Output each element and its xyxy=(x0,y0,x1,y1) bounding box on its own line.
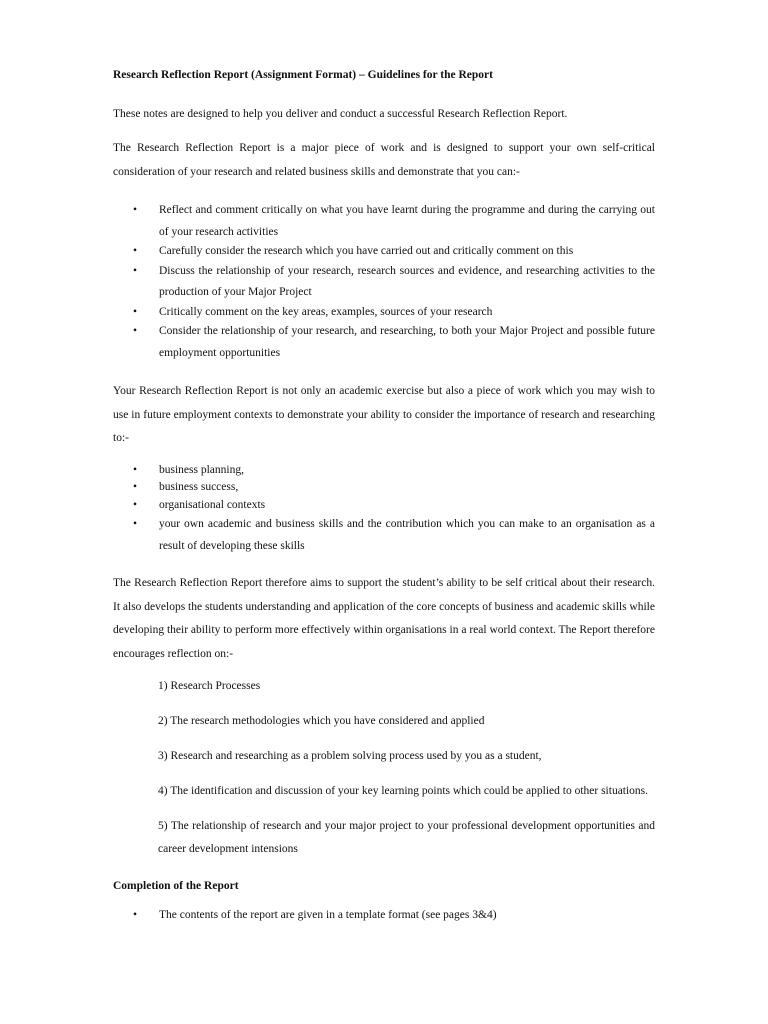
section-heading-completion: Completion of the Report xyxy=(113,880,239,892)
list-item xyxy=(113,243,655,261)
bullet-icon: • xyxy=(133,245,138,257)
paragraph-employment: Your Research Reflection Report is not only an academic exercise but also a piece of work which you may wish to use in future employment contexts to demonstrate your ability to consider the importance of research and researching to:- xyxy=(113,385,655,444)
list-item-text: Reflect and comment critically on what you have learnt during the programme and during the carrying out of your research activities xyxy=(159,204,655,238)
bullet-icon: • xyxy=(133,325,138,337)
numbered-item: 1) Research Processes xyxy=(158,680,261,692)
list-item-text: Consider the relationship of your research, and researching, to both your Major Project and possible future employment opportunities xyxy=(159,325,655,359)
bullet-icon: • xyxy=(133,481,138,493)
bullet-list-research-importance xyxy=(113,462,655,558)
list-item xyxy=(113,514,655,557)
bullet-icon: • xyxy=(133,264,138,277)
numbered-item: 2) The research methodologies which you have considered and applied xyxy=(158,715,485,727)
list-item-text: Discuss the relationship of your research, research sources and evidence, and researching activities to the production of your Major Project xyxy=(159,264,655,298)
numbered-item: 5) The relationship of research and your major project to your professional development opportunities and career development intensions xyxy=(158,820,655,855)
list-item-text: Carefully consider the research which you have carried out and critically comment on this xyxy=(159,245,574,257)
numbered-item: 3) Research and researching as a problem solving process used by you as a student, xyxy=(158,750,542,762)
list-item xyxy=(113,261,655,304)
paragraph-aims: The Research Reflection Report therefore aims to support the student’s ability to be self critical about their research. It also develops the students understanding and application of the core concepts of business and academic skills while developing their ability to perform more effectively within organisations in a real world context. The Report therefore encourages reflection on:- xyxy=(113,577,655,660)
bullet-icon: • xyxy=(133,909,138,921)
bullet-list-reflection-goals xyxy=(113,200,655,364)
list-item xyxy=(113,304,655,322)
list-item xyxy=(113,497,655,515)
list-item xyxy=(113,200,655,243)
bullet-icon: • xyxy=(133,463,138,476)
list-item-text: organisational contexts xyxy=(159,498,266,511)
bullet-icon: • xyxy=(133,204,138,216)
bullet-icon: • xyxy=(133,305,138,318)
list-item-text: The contents of the report are given in a template format (see pages 3&4) xyxy=(159,909,497,921)
numbered-list-reflection-topics xyxy=(113,675,655,861)
list-item-text: business success, xyxy=(159,481,239,493)
bullet-icon: • xyxy=(133,518,138,530)
list-item xyxy=(113,479,655,497)
document-page xyxy=(113,66,655,925)
list-item-text: your own academic and business skills and the contribution which you can make to an organisation as a result of developing these skills xyxy=(159,518,655,552)
list-item xyxy=(113,321,655,364)
bullet-list-completion xyxy=(113,907,655,925)
paragraph-self-critical: The Research Reflection Report is a major piece of work and is designed to support your own self-critical consideration of your research and related business skills and demonstrate that you can:- xyxy=(113,142,655,178)
numbered-item: 4) The identification and discussion of your key learning points which could be applied to other situations. xyxy=(158,785,649,797)
document-title: Research Reflection Report (Assignment Format) – Guidelines for the Report xyxy=(113,69,493,81)
list-item xyxy=(113,462,655,480)
intro-paragraph: These notes are designed to help you deliver and conduct a successful Research Reflection Report. xyxy=(113,108,568,120)
list-item-text: business planning, xyxy=(159,463,244,476)
list-item xyxy=(113,907,655,925)
list-item-text: Critically comment on the key areas, examples, sources of your research xyxy=(159,305,493,318)
bullet-icon: • xyxy=(133,498,138,511)
